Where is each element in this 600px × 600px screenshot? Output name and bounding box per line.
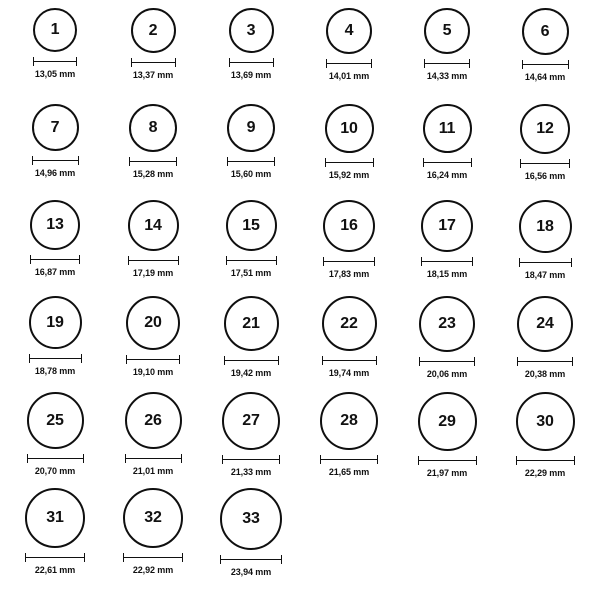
diameter-measure-bar bbox=[224, 356, 279, 365]
diameter-measure-bar bbox=[125, 454, 182, 463]
ring-circle bbox=[128, 200, 179, 251]
ring-size-cell bbox=[398, 8, 496, 104]
diameter-measure-bar bbox=[123, 553, 183, 562]
ring-diameter-label: 19,42 mm bbox=[230, 368, 272, 378]
ring-diameter-label: 13,05 mm bbox=[34, 69, 76, 79]
ring-diameter-label: 14,64 mm bbox=[524, 72, 566, 82]
ring-size-cell bbox=[6, 104, 104, 200]
ring-diameter-label: 18,78 mm bbox=[34, 366, 76, 376]
diameter-measure-bar bbox=[128, 256, 179, 265]
diameter-measure-bar bbox=[418, 456, 477, 465]
ring-diameter-label: 14,96 mm bbox=[34, 168, 76, 178]
ring-size-number: 31 bbox=[46, 509, 64, 526]
ring-circle bbox=[418, 392, 477, 451]
ring-diameter-label: 17,83 mm bbox=[328, 269, 370, 279]
ring-size-number: 29 bbox=[438, 412, 456, 430]
diameter-measure-bar bbox=[30, 255, 80, 264]
diameter-measure-bar bbox=[519, 258, 572, 267]
diameter-measure-bar bbox=[320, 455, 378, 464]
ring-circle bbox=[326, 8, 372, 54]
ring-size-number: 6 bbox=[540, 22, 550, 40]
diameter-measure-bar bbox=[419, 357, 475, 366]
ring-size-cell bbox=[6, 8, 104, 104]
ring-size-number: 21 bbox=[242, 314, 260, 332]
ring-size-cell bbox=[496, 296, 594, 392]
ring-size-number: 23 bbox=[438, 315, 456, 332]
measure-line bbox=[29, 358, 82, 359]
ring-diameter-label: 13,37 mm bbox=[132, 70, 174, 80]
ring-size-cell bbox=[6, 488, 104, 584]
diameter-measure-bar bbox=[322, 356, 377, 365]
ring-diameter-label: 15,92 mm bbox=[328, 170, 370, 180]
ring-size-number: 15 bbox=[242, 216, 260, 234]
ring-circle bbox=[129, 104, 177, 152]
measure-line bbox=[229, 62, 274, 63]
diameter-measure-bar bbox=[522, 60, 569, 69]
ring-diameter-label: 18,47 mm bbox=[524, 270, 566, 280]
ring-circle bbox=[32, 104, 79, 151]
diameter-measure-bar bbox=[227, 157, 275, 166]
ring-size-cell bbox=[202, 200, 300, 296]
ring-size-cell bbox=[398, 392, 496, 488]
measure-line bbox=[517, 361, 573, 362]
ring-circle bbox=[423, 104, 472, 153]
ring-size-cell bbox=[496, 200, 594, 296]
ring-size-cell bbox=[202, 104, 300, 200]
measure-line bbox=[128, 260, 179, 261]
ring-circle bbox=[517, 296, 573, 352]
ring-diameter-label: 17,19 mm bbox=[132, 268, 174, 278]
ring-size-cell bbox=[496, 104, 594, 200]
ring-circle bbox=[125, 392, 182, 449]
measure-line bbox=[222, 459, 280, 460]
ring-diameter-label: 22,29 mm bbox=[524, 468, 566, 478]
ring-diameter-label: 19,10 mm bbox=[132, 367, 174, 377]
ring-circle bbox=[424, 8, 470, 54]
measure-line bbox=[522, 64, 569, 65]
measure-line bbox=[419, 361, 475, 362]
measure-line bbox=[131, 62, 176, 63]
measure-line bbox=[516, 460, 575, 461]
ring-diameter-label: 20,06 mm bbox=[426, 369, 468, 379]
measure-line bbox=[33, 61, 77, 62]
ring-diameter-label: 16,56 mm bbox=[524, 171, 566, 181]
ring-size-number: 27 bbox=[242, 412, 260, 429]
measure-line bbox=[320, 459, 378, 460]
ring-size-cell bbox=[104, 488, 202, 584]
ring-size-cell bbox=[104, 392, 202, 488]
ring-size-cell bbox=[300, 104, 398, 200]
measure-line bbox=[322, 360, 377, 361]
ring-circle bbox=[519, 200, 572, 253]
diameter-measure-bar bbox=[323, 257, 375, 266]
measure-line bbox=[520, 163, 570, 164]
measure-line bbox=[129, 161, 177, 162]
ring-circle bbox=[421, 200, 473, 252]
ring-size-cell bbox=[300, 8, 398, 104]
ring-size-number: 11 bbox=[438, 119, 456, 137]
ring-size-number: 22 bbox=[340, 314, 358, 332]
diameter-measure-bar bbox=[516, 456, 575, 465]
ring-diameter-label: 21,65 mm bbox=[328, 467, 370, 477]
ring-size-cell bbox=[202, 488, 300, 584]
diameter-measure-bar bbox=[220, 555, 282, 564]
measure-line bbox=[326, 63, 372, 64]
ring-circle bbox=[229, 8, 274, 53]
measure-line bbox=[227, 161, 275, 162]
ring-diameter-label: 21,33 mm bbox=[230, 467, 272, 477]
measure-line bbox=[224, 360, 279, 361]
diameter-measure-bar bbox=[126, 355, 180, 364]
ring-size-cell bbox=[104, 296, 202, 392]
ring-size-number: 20 bbox=[144, 314, 162, 331]
ring-diameter-label: 21,97 mm bbox=[426, 468, 468, 478]
ring-size-number: 2 bbox=[148, 21, 158, 39]
ring-size-cell bbox=[6, 200, 104, 296]
diameter-measure-bar bbox=[222, 455, 280, 464]
ring-size-number: 9 bbox=[246, 119, 256, 136]
ring-size-cell bbox=[104, 8, 202, 104]
ring-size-number: 10 bbox=[340, 119, 358, 137]
ring-diameter-label: 17,51 mm bbox=[230, 268, 272, 278]
diameter-measure-bar bbox=[226, 256, 277, 265]
measure-line bbox=[123, 557, 183, 558]
ring-circle bbox=[227, 104, 275, 152]
diameter-measure-bar bbox=[32, 156, 79, 165]
diameter-measure-bar bbox=[423, 158, 472, 167]
diameter-measure-bar bbox=[29, 354, 82, 363]
measure-line bbox=[519, 262, 572, 263]
ring-size-number: 5 bbox=[442, 22, 452, 39]
ring-size-number: 7 bbox=[50, 118, 60, 136]
ring-size-number: 33 bbox=[242, 510, 260, 527]
ring-diameter-label: 21,01 mm bbox=[132, 466, 174, 476]
ring-size-number: 19 bbox=[46, 313, 64, 331]
diameter-measure-bar bbox=[27, 454, 84, 463]
measure-line bbox=[226, 260, 277, 261]
ring-size-number: 26 bbox=[144, 411, 162, 429]
measure-line bbox=[30, 259, 80, 260]
ring-size-number: 14 bbox=[144, 216, 162, 234]
ring-diameter-label: 13,69 mm bbox=[230, 70, 272, 80]
ring-size-number: 18 bbox=[536, 217, 554, 235]
ring-size-cell bbox=[202, 8, 300, 104]
ring-size-cell bbox=[104, 200, 202, 296]
ring-size-cell bbox=[104, 104, 202, 200]
ring-size-number: 4 bbox=[344, 22, 354, 39]
measure-line bbox=[126, 359, 180, 360]
ring-diameter-label: 19,74 mm bbox=[328, 368, 370, 378]
ring-size-cell bbox=[202, 392, 300, 488]
diameter-measure-bar bbox=[25, 553, 85, 562]
ring-circle bbox=[25, 488, 85, 548]
ring-diameter-label: 20,38 mm bbox=[524, 369, 566, 379]
diameter-measure-bar bbox=[326, 59, 372, 68]
ring-diameter-label: 22,92 mm bbox=[132, 565, 174, 575]
ring-circle bbox=[29, 296, 82, 349]
ring-circle bbox=[522, 8, 569, 55]
diameter-measure-bar bbox=[131, 58, 176, 67]
ring-diameter-label: 20,70 mm bbox=[34, 466, 76, 476]
ring-size-number: 12 bbox=[536, 120, 554, 137]
ring-size-number: 32 bbox=[144, 509, 162, 526]
ring-size-number: 8 bbox=[148, 119, 158, 136]
ring-size-number: 3 bbox=[246, 21, 256, 39]
ring-circle bbox=[226, 200, 277, 251]
ring-size-cell bbox=[398, 104, 496, 200]
diameter-measure-bar bbox=[325, 158, 374, 167]
measure-line bbox=[423, 162, 472, 163]
measure-line bbox=[421, 261, 473, 262]
ring-size-cell bbox=[496, 8, 594, 104]
ring-diameter-label: 16,24 mm bbox=[426, 170, 468, 180]
measure-line bbox=[25, 557, 85, 558]
ring-diameter-label: 23,94 mm bbox=[230, 567, 272, 577]
ring-size-grid bbox=[6, 8, 594, 584]
ring-circle bbox=[323, 200, 375, 252]
diameter-measure-bar bbox=[517, 357, 573, 366]
ring-circle bbox=[220, 488, 282, 550]
ring-size-cell bbox=[300, 392, 398, 488]
diameter-measure-bar bbox=[33, 57, 77, 66]
ring-size-cell bbox=[398, 296, 496, 392]
ring-diameter-label: 16,87 mm bbox=[34, 267, 76, 277]
ring-size-cell bbox=[496, 392, 594, 488]
ring-diameter-label: 14,01 mm bbox=[328, 71, 370, 81]
measure-line bbox=[125, 458, 182, 459]
ring-circle bbox=[320, 392, 378, 450]
measure-line bbox=[418, 460, 477, 461]
diameter-measure-bar bbox=[520, 159, 570, 168]
diameter-measure-bar bbox=[229, 58, 274, 67]
ring-size-cell bbox=[6, 296, 104, 392]
ring-circle bbox=[131, 8, 176, 53]
ring-diameter-label: 14,33 mm bbox=[426, 71, 468, 81]
ring-size-number: 17 bbox=[438, 217, 456, 234]
measure-line bbox=[32, 160, 79, 161]
ring-circle bbox=[222, 392, 280, 450]
ring-circle bbox=[126, 296, 180, 350]
measure-line bbox=[220, 559, 282, 560]
ring-circle bbox=[33, 8, 77, 52]
measure-line bbox=[424, 63, 470, 64]
ring-circle bbox=[123, 488, 183, 548]
ring-circle bbox=[30, 200, 80, 250]
ring-size-cell bbox=[300, 296, 398, 392]
ring-diameter-label: 15,60 mm bbox=[230, 169, 272, 179]
ring-size-number: 28 bbox=[340, 412, 358, 429]
ring-size-number: 24 bbox=[536, 315, 554, 332]
ring-circle bbox=[516, 392, 575, 451]
measure-line bbox=[27, 458, 84, 459]
diameter-measure-bar bbox=[129, 157, 177, 166]
ring-size-cell bbox=[202, 296, 300, 392]
measure-line bbox=[325, 162, 374, 163]
ring-circle bbox=[224, 296, 279, 351]
ring-size-cell bbox=[300, 200, 398, 296]
ring-size-number: 1 bbox=[50, 21, 60, 38]
ring-size-number: 13 bbox=[46, 216, 64, 233]
ring-size-cell bbox=[398, 200, 496, 296]
measure-line bbox=[323, 261, 375, 262]
diameter-measure-bar bbox=[424, 59, 470, 68]
ring-diameter-label: 15,28 mm bbox=[132, 169, 174, 179]
ring-circle bbox=[520, 104, 570, 154]
ring-diameter-label: 18,15 mm bbox=[426, 269, 468, 279]
ring-diameter-label: 22,61 mm bbox=[34, 565, 76, 575]
ring-size-number: 16 bbox=[340, 217, 358, 234]
ring-size-number: 25 bbox=[46, 411, 64, 429]
ring-circle bbox=[325, 104, 374, 153]
ring-size-number: 30 bbox=[536, 412, 554, 430]
ring-circle bbox=[419, 296, 475, 352]
ring-circle bbox=[322, 296, 377, 351]
diameter-measure-bar bbox=[421, 257, 473, 266]
ring-circle bbox=[27, 392, 84, 449]
ring-size-cell bbox=[6, 392, 104, 488]
